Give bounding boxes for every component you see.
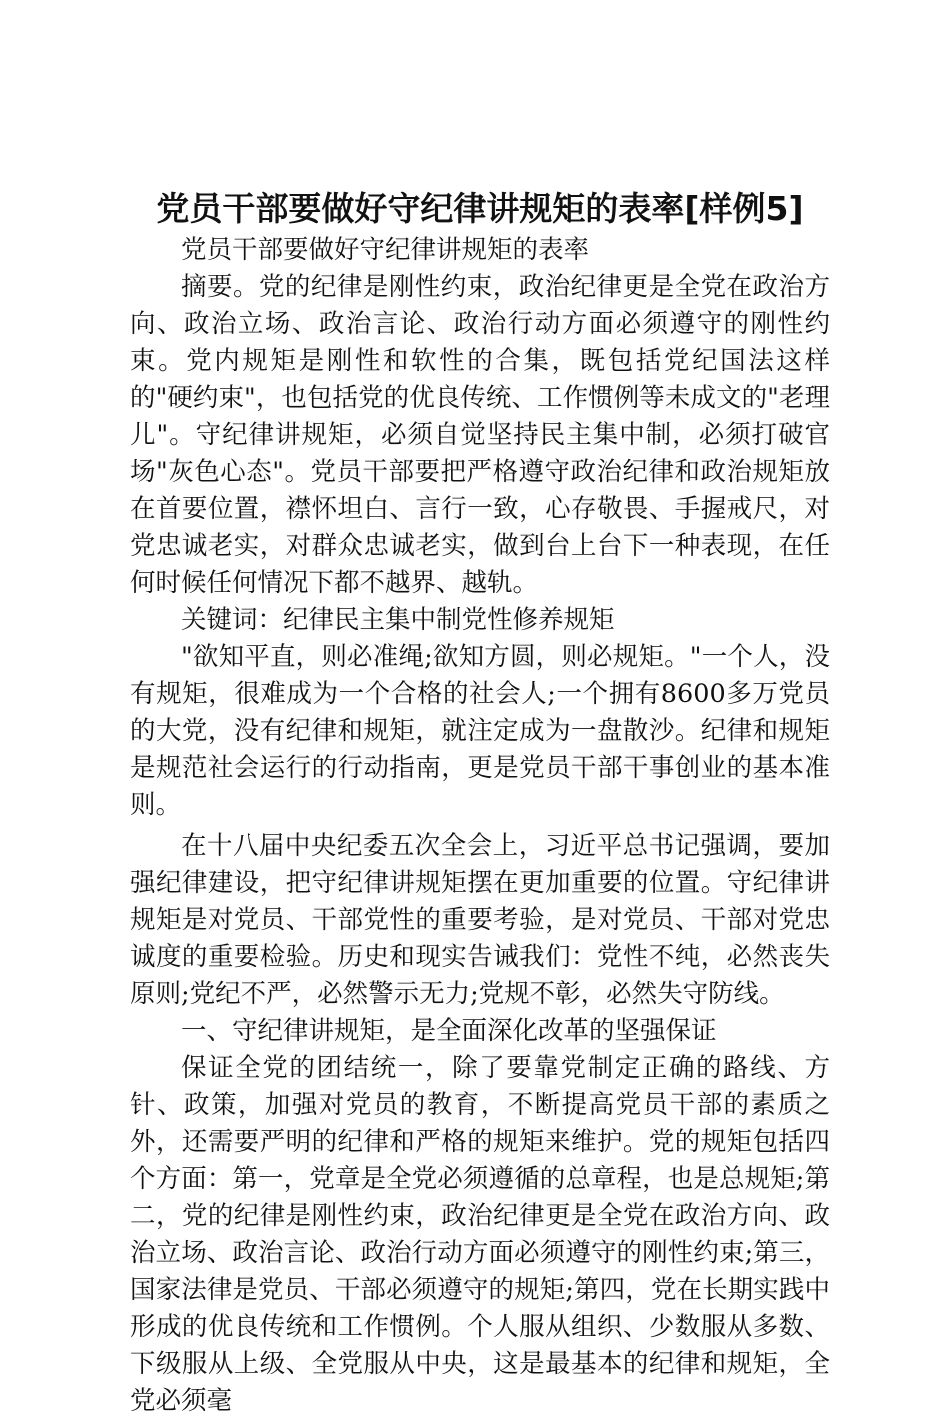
- body-paragraph: 保证全党的团结统一，除了要靠党制定正确的路线、方针、政策，加强对党员的教育，不断提高党员干部的素质之外，还需要严明的纪律和严格的规矩来维护。党的规矩包括四个方面：第一，党章是全党必须遵循的总章程，也是总规矩;第二，党的纪律是刚性约束，政治纪律更是全党在政治方向、政治立场、政治言论、政治行动方面必须遵守的刚性约束;第三，国家法律是党员、干部必须遵守的规矩;第四，党在长期实践中形成的优良传统和工作惯例。个人服从组织、少数服从多数、下级服从上级、全党服从中央，这是最基本的纪律和规矩，全党必须毫: [130, 1053, 830, 1416]
- subtitle-paragraph: 党员干部要做好守纪律讲规矩的表率: [181, 235, 590, 265]
- document-page: [130, 186, 830, 1420]
- abstract-paragraph: 摘要。党的纪律是刚性约束，政治纪律更是全党在政治方向、政治立场、政治言论、政治行动方面必须遵守的刚性约束。党内规矩是刚性和软性的合集，既包括党纪国法这样的"硬约束"，也包括党的优良传统、工作惯例等未成文的"老理儿"。守纪律讲规矩，必须自觉坚持民主集中制，必须打破官场"灰色心态"。党员干部要把严格遵守政治纪律和政治规矩放在首要位置，襟怀坦白、言行一致，心存敬畏、手握戒尺，对党忠诚老实，对群众忠诚老实，做到台上台下一种表现，在任何时候任何情况下都不越界、越轨。: [130, 272, 830, 598]
- body-paragraph: 在十八届中央纪委五次全会上，习近平总书记强调，要加强纪律建设，把守纪律讲规矩摆在更加重要的位置。守纪律讲规矩是对党员、干部党性的重要考验，是对党员、干部对党忠诚度的重要检验。历史和现实告诫我们：党性不纯，必然丧失原则;党纪不严，必然警示无力;党规不彰，必然失守防线。: [130, 831, 830, 1009]
- keywords-paragraph: 关键词：纪律民主集中制党性修养规矩: [181, 605, 615, 635]
- intro-paragraph: "欲知平直，则必准绳;欲知方圆，则必规矩。"一个人，没有规矩，很难成为一个合格的社会人;一个拥有8600多万党员的大党，没有纪律和规矩，就注定成为一盘散沙。纪律和规矩是规范社会运行的行动指南，更是党员干部干事创业的基本准则。: [130, 642, 830, 820]
- section-heading: 一、守纪律讲规矩，是全面深化改革的坚强保证: [181, 1016, 717, 1046]
- document-title: 党员干部要做好守纪律讲规矩的表率[样例5]: [156, 189, 804, 228]
